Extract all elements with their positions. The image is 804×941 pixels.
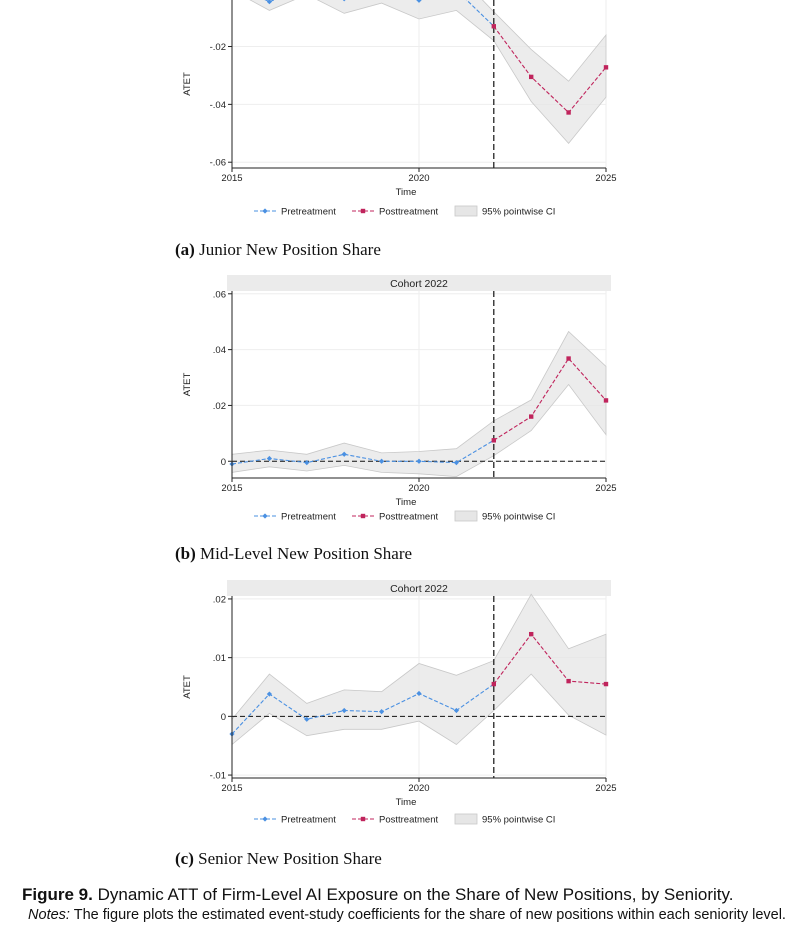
x-tick-label-a-0: 2015	[221, 173, 243, 184]
y-tick-label-a-2: -.04	[209, 99, 226, 111]
y-tick-label-a-3: -.06	[209, 157, 226, 169]
x-axis-title-c: Time	[395, 797, 417, 808]
caption-a-label: (a)	[175, 240, 195, 259]
chart-a-svg	[0, 0, 804, 230]
post-point-c-2	[566, 679, 570, 683]
y-tick-label-b-1: .02	[212, 400, 226, 412]
chart-panel-c	[0, 574, 804, 874]
caption-b-text: Mid-Level New Position Share	[200, 544, 413, 563]
figure-title-text: Dynamic ATT of Firm-Level AI Exposure on the Share of New Positions, by Seniority.	[97, 885, 734, 904]
post-point-a-0	[492, 24, 496, 28]
y-tick-label-b-3: .06	[212, 289, 226, 301]
legend-ci-label-c: 95% pointwise CI	[482, 814, 556, 826]
caption-b	[175, 544, 412, 564]
y-axis-title-b: ATET	[182, 372, 193, 397]
x-axis-title-a: Time	[395, 187, 417, 198]
post-point-c-0	[492, 682, 496, 686]
x-tick-label-b-1: 2020	[408, 483, 430, 494]
figure-notes-text: The figure plots the estimated event-study coefficients for the share of new positions within each seniority level.	[73, 907, 786, 923]
y-tick-label-c-2: .01	[212, 653, 226, 665]
caption-c	[175, 849, 382, 869]
post-point-a-1	[529, 75, 533, 79]
legend-ci-label-a: 95% pointwise CI	[482, 206, 556, 218]
caption-c-text: Senior New Position Share	[198, 849, 382, 868]
legend-pre-label-a: Pretreatment	[281, 206, 336, 218]
legend-post-label-c: Posttreatment	[379, 814, 439, 826]
x-tick-label-b-2: 2025	[595, 483, 617, 494]
y-tick-label-c-0: -.01	[209, 770, 226, 782]
legend-ci-swatch-b	[455, 511, 477, 521]
x-tick-label-b-0: 2015	[221, 483, 243, 494]
strip-title-c: Cohort 2022	[390, 583, 448, 595]
figure-label: Figure 9.	[22, 885, 93, 904]
post-point-c-1	[529, 632, 533, 636]
caption-b-label: (b)	[175, 544, 196, 563]
caption-a	[175, 240, 381, 260]
post-point-b-2	[566, 356, 570, 360]
legend-ci-swatch-c	[455, 814, 477, 824]
x-axis-title-b: Time	[395, 497, 417, 508]
legend-post-label-b: Posttreatment	[379, 511, 439, 523]
post-point-a-3	[604, 65, 608, 69]
y-tick-label-b-0: 0	[220, 456, 226, 468]
legend-post-marker-c	[361, 817, 365, 821]
legend-pre-marker-b	[262, 513, 267, 518]
legend-ci-swatch-a	[455, 206, 477, 216]
y-tick-label-b-2: .04	[212, 345, 226, 357]
post-point-b-0	[492, 438, 496, 442]
figure-notes	[22, 906, 792, 924]
post-point-b-1	[529, 414, 533, 418]
y-tick-label-a-1: -.02	[209, 42, 226, 54]
legend-pre-label-c: Pretreatment	[281, 814, 336, 826]
post-point-c-3	[604, 682, 608, 686]
legend-post-marker-a	[361, 209, 365, 213]
figure-notes-label: Notes:	[28, 907, 70, 923]
chart-c-svg	[0, 574, 804, 839]
strip-title-b: Cohort 2022	[390, 278, 448, 290]
caption-c-label: (c)	[175, 849, 194, 868]
legend-post-marker-b	[361, 514, 365, 518]
legend-pre-marker-c	[262, 816, 267, 821]
legend-post-label-a: Posttreatment	[379, 206, 439, 218]
x-tick-label-a-1: 2020	[408, 173, 430, 184]
x-tick-label-c-0: 2015	[221, 783, 243, 794]
post-point-b-3	[604, 398, 608, 402]
x-tick-label-a-2: 2025	[595, 173, 617, 184]
y-tick-label-c-3: .02	[212, 594, 226, 606]
legend-ci-label-b: 95% pointwise CI	[482, 511, 556, 523]
x-tick-label-c-2: 2025	[595, 783, 617, 794]
legend-pre-label-b: Pretreatment	[281, 511, 336, 523]
y-axis-title-a: ATET	[182, 72, 193, 96]
x-tick-label-c-1: 2020	[408, 783, 430, 794]
chart-panel-a	[0, 0, 804, 270]
post-point-a-2	[566, 110, 570, 114]
y-axis-title-c: ATET	[182, 675, 193, 699]
figure-title	[22, 885, 733, 905]
y-tick-label-c-1: 0	[220, 711, 226, 723]
chart-b-svg	[0, 270, 804, 535]
caption-a-text: Junior New Position Share	[199, 240, 381, 259]
chart-panel-b	[0, 270, 804, 570]
legend-pre-marker-a	[262, 208, 267, 213]
